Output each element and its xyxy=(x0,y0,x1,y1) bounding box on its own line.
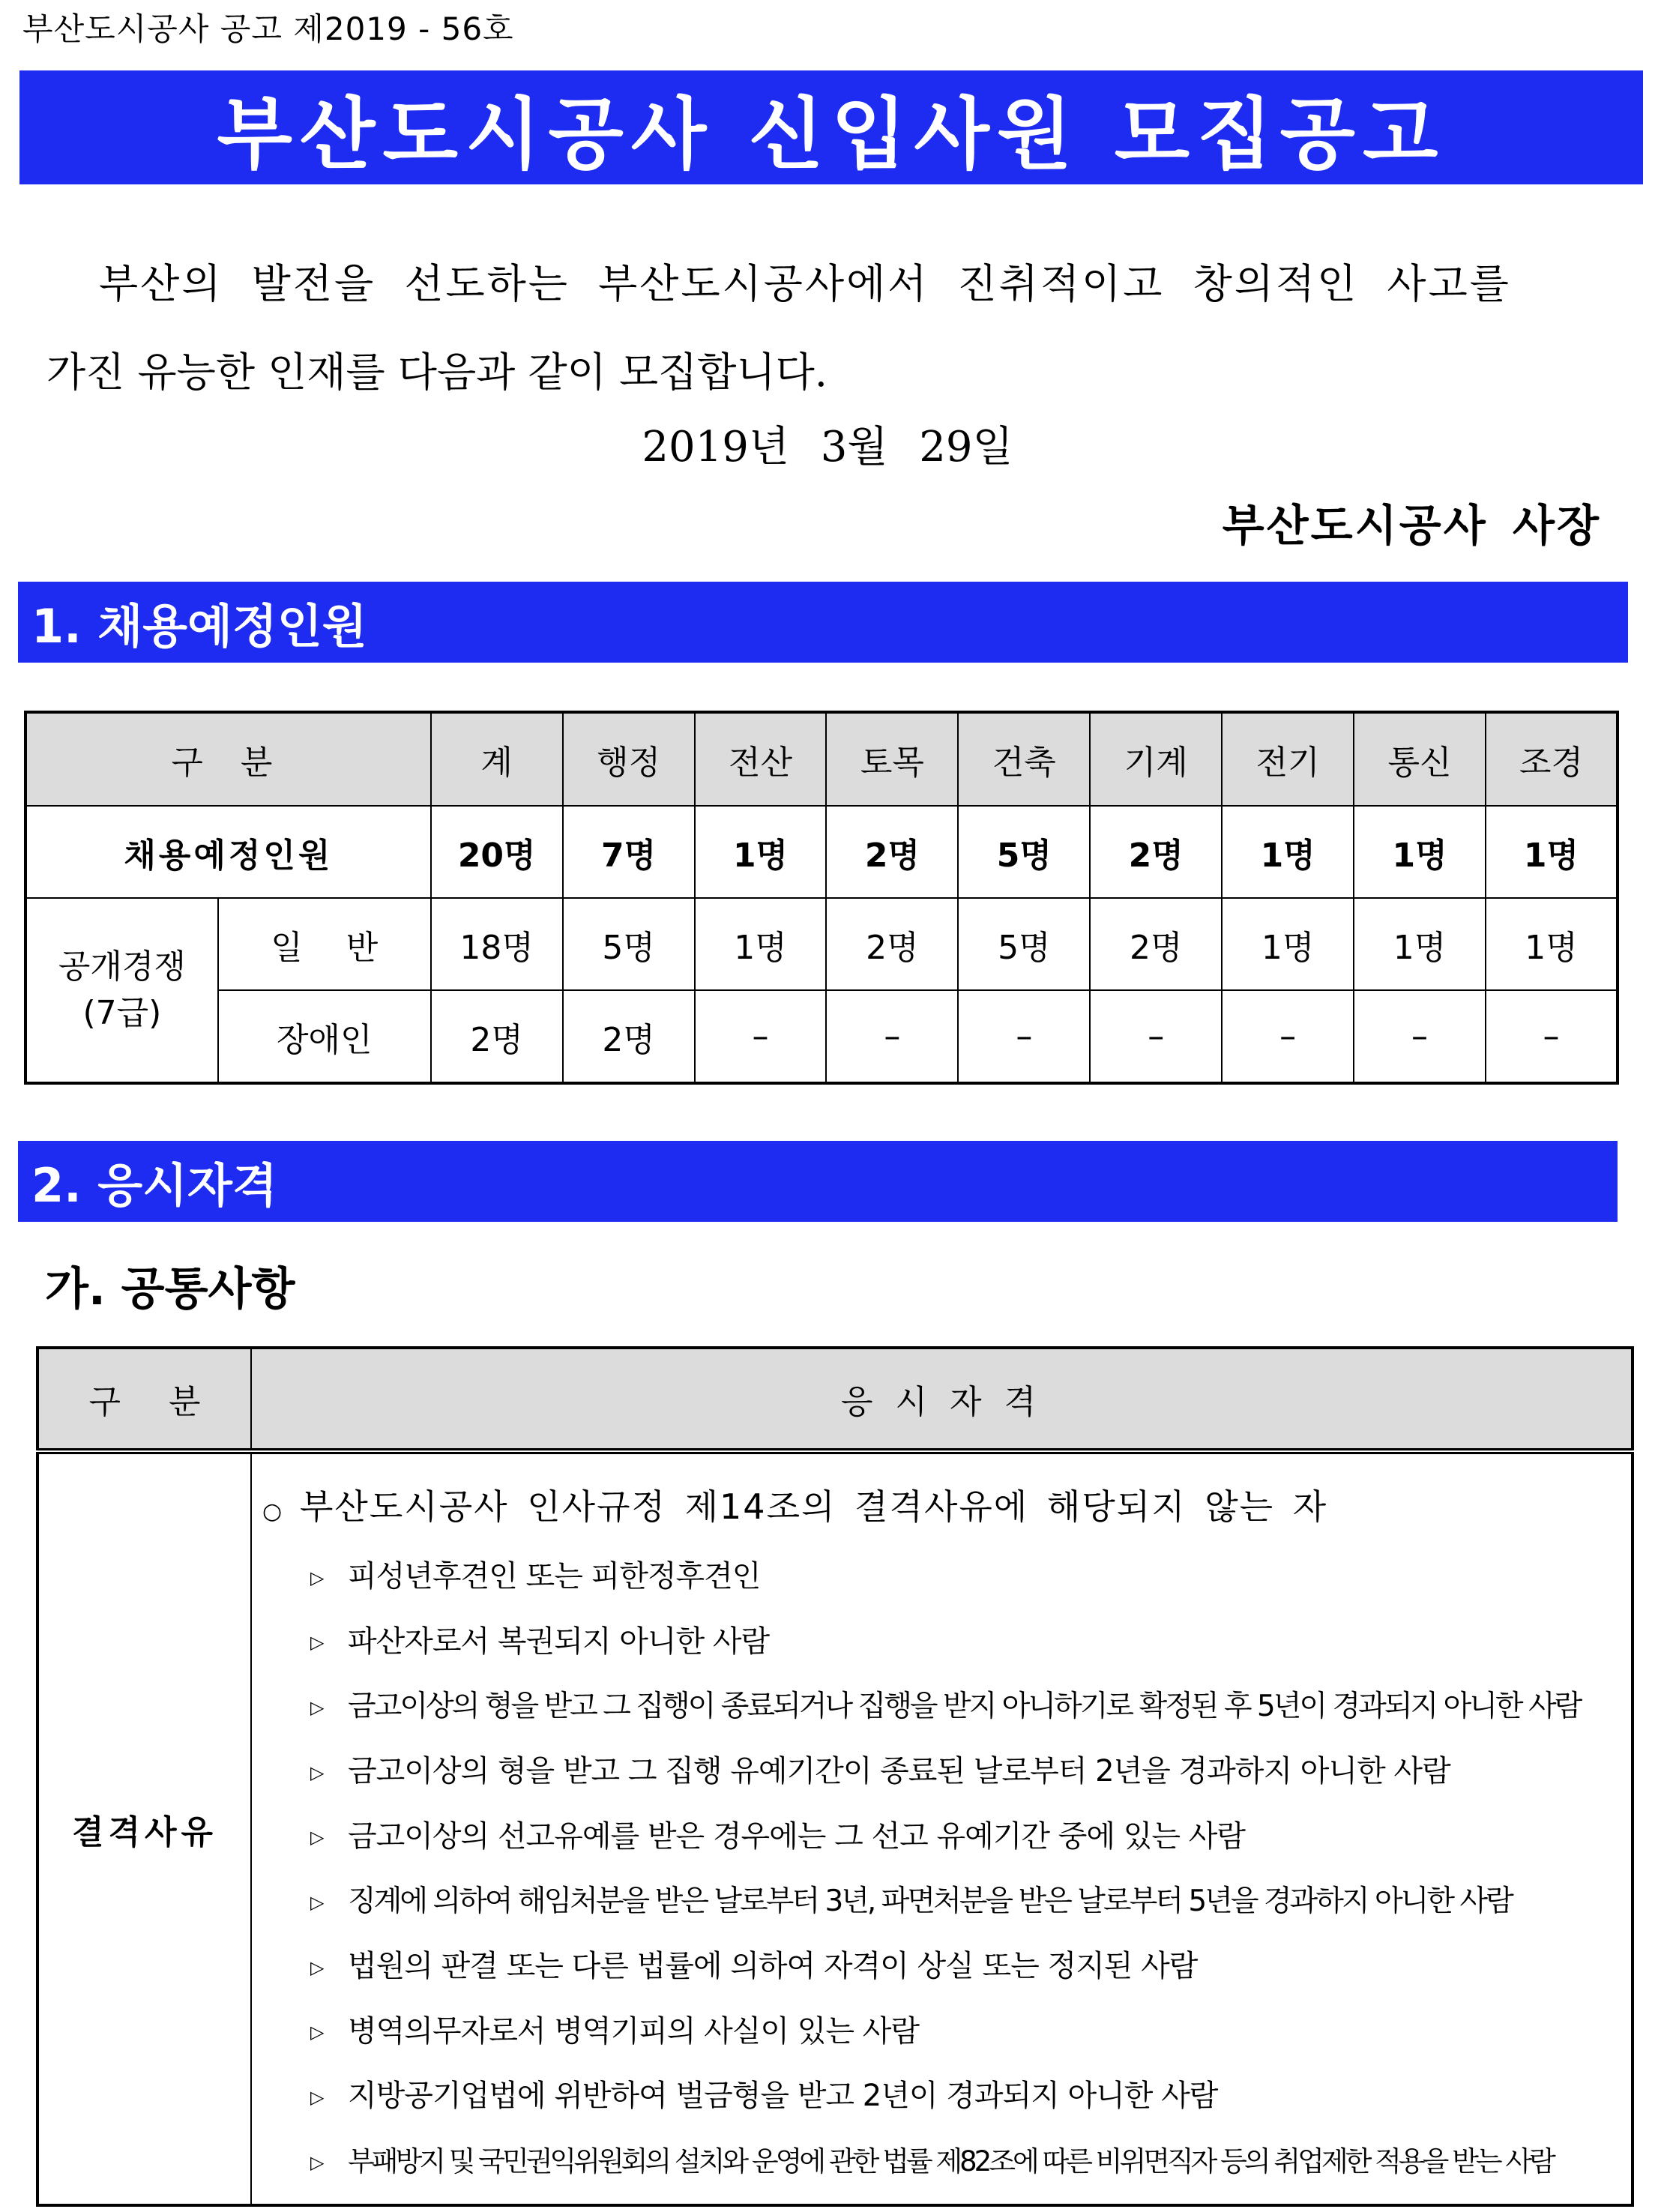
table-cell: 2명 xyxy=(1090,898,1222,990)
main-item xyxy=(252,1474,1631,1545)
header-cell: 구 분 xyxy=(37,1348,251,1451)
triangle-bullet-icon: ▷ xyxy=(310,1697,322,1718)
group-label: 공개경쟁 (7급) xyxy=(25,898,218,1083)
subsection-heading: 가. 공통사항 xyxy=(45,1263,295,1316)
table-cell: 7명 xyxy=(563,806,695,898)
table-cell: 1명 xyxy=(695,806,827,898)
table-cell: 1명 xyxy=(1354,806,1486,898)
table-cell: – xyxy=(695,990,827,1083)
table-cell: 2명 xyxy=(563,990,695,1083)
table-cell: 5명 xyxy=(563,898,695,990)
table-row xyxy=(25,990,1618,1083)
disqualification-list xyxy=(251,1451,1633,2205)
header-cell: 행정 xyxy=(563,712,695,806)
title-banner xyxy=(19,70,1643,184)
table-cell: 1명 xyxy=(1222,806,1354,898)
list-item xyxy=(252,1740,1631,1805)
triangle-bullet-icon: ▷ xyxy=(310,1762,324,1783)
list-item-text: 금고이상의 선고유예를 받은 경우에는 그 선고 유예기간 중에 있는 사람 xyxy=(348,1818,1245,1854)
list-item xyxy=(252,1675,1631,1740)
triangle-bullet-icon: ▷ xyxy=(310,1956,324,1978)
triangle-bullet-icon: ▷ xyxy=(310,1827,324,1848)
triangle-bullet-icon: ▷ xyxy=(310,1567,324,1588)
list-item xyxy=(252,1545,1631,1610)
list-item-text: 병역의무자로서 병역기피의 사실이 있는 사람 xyxy=(348,2013,920,2049)
list-item xyxy=(252,2130,1631,2195)
triangle-bullet-icon: ▷ xyxy=(310,1892,322,1913)
table-cell: – xyxy=(958,990,1090,1083)
list-item-text: 금고이상의 형을 받고 그 집행 유예기간이 종료된 날로부터 2년을 경과하지 아니한 사람 xyxy=(348,1754,1450,1788)
table-cell: 2명 xyxy=(826,898,958,990)
table-row xyxy=(25,806,1618,898)
bullet-circle-icon: ○ xyxy=(262,1498,284,1525)
table-cell: – xyxy=(1090,990,1222,1083)
table-cell: 2명 xyxy=(1090,806,1222,898)
list-item xyxy=(252,1805,1631,1870)
list-item xyxy=(252,1869,1631,1935)
row-label: 결격사유 xyxy=(37,1451,251,2205)
main-item-text: 부산도시공사 인사규정 제14조의 결격사유에 해당되지 않는 자 xyxy=(300,1486,1328,1527)
table-cell: 1명 xyxy=(695,898,827,990)
table-cell: 2명 xyxy=(431,990,563,1083)
issuer-signature: 부산도시공사 사장 xyxy=(1222,500,1601,551)
header-cell: 계 xyxy=(431,712,563,806)
table-header-row xyxy=(25,712,1618,806)
row-label: 채용예정인원 xyxy=(25,806,431,898)
intro-line-1: 부산의 발전을 선도하는 부산도시공사에서 진취적이고 창의적인 사고를 xyxy=(99,260,1511,307)
triangle-bullet-icon: ▷ xyxy=(310,2151,322,2173)
row-label: 장애인 xyxy=(218,990,431,1083)
page-title: 부산도시공사 신입사원 모집공고 xyxy=(217,88,1446,180)
list-item-text: 금고이상의 형을 받고 그 집행이 종료되거나 집행을 받지 아니하기로 확정된 후 5년이 경과되지 아니한 사람 xyxy=(348,1690,1581,1723)
list-item-text: 피성년후견인 또는 피한정후견인 xyxy=(348,1559,761,1594)
header-cell: 토목 xyxy=(826,712,958,806)
intro-paragraph xyxy=(46,240,1627,417)
notice-date: 2019년 3월 29일 xyxy=(642,423,1013,471)
triangle-bullet-icon: ▷ xyxy=(310,2022,324,2043)
header-cell: 건축 xyxy=(958,712,1090,806)
table-cell: – xyxy=(826,990,958,1083)
table-cell: 18명 xyxy=(431,898,563,990)
header-cell: 응 시 자 격 xyxy=(251,1348,1633,1451)
list-item-text: 징계에 의하여 해임처분을 받은 날로부터 3년, 파면처분을 받은 날로부터 5년을 경과하지 아니한 사람 xyxy=(348,1884,1512,1918)
notice-number: 부산도시공사 공고 제2019 - 56호 xyxy=(22,10,514,47)
table-cell: 1명 xyxy=(1354,898,1486,990)
section-1-banner xyxy=(18,582,1628,663)
section-1-title: 1. 채용예정인원 xyxy=(31,598,367,654)
table-row xyxy=(37,1451,1633,2205)
table-cell: 20명 xyxy=(431,806,563,898)
table-header-row xyxy=(37,1348,1633,1451)
table-cell: 2명 xyxy=(826,806,958,898)
table-cell: – xyxy=(1486,990,1618,1083)
table-cell: 5명 xyxy=(958,806,1090,898)
triangle-bullet-icon: ▷ xyxy=(310,1632,324,1653)
header-cell: 전산 xyxy=(695,712,827,806)
table-cell: – xyxy=(1222,990,1354,1083)
table-cell: – xyxy=(1354,990,1486,1083)
header-cell: 통신 xyxy=(1354,712,1486,806)
recruitment-count-table xyxy=(24,711,1619,1085)
table-row xyxy=(25,898,1618,990)
list-item-text: 지방공기업법에 위반하여 벌금형을 받고 2년이 경과되지 아니한 사람 xyxy=(348,2079,1218,2113)
section-2-title: 2. 응시자격 xyxy=(31,1157,277,1213)
list-item-text: 파산자로서 복권되지 아니한 사람 xyxy=(348,1624,770,1659)
header-cell: 구 분 xyxy=(25,712,431,806)
section-2-banner xyxy=(18,1141,1618,1222)
triangle-bullet-icon: ▷ xyxy=(310,2086,324,2108)
qualification-table xyxy=(36,1346,1634,2207)
list-item xyxy=(252,1610,1631,1675)
header-cell: 전기 xyxy=(1222,712,1354,806)
row-label: 일 반 xyxy=(218,898,431,990)
list-item-text: 부패방지 및 국민권익위원회의 설치와 운영에 관한 법률 제82조에 따른 비위면직자 등의 취업제한 적용을 받는 사람 xyxy=(348,2145,1553,2178)
list-item xyxy=(252,2000,1631,2065)
header-cell: 기계 xyxy=(1090,712,1222,806)
list-item-text: 법원의 판결 또는 다른 법률에 의하여 자격이 상실 또는 정지된 사람 xyxy=(348,1949,1198,1983)
list-item xyxy=(252,1935,1631,2000)
list-item xyxy=(252,2064,1631,2130)
table-cell: 1명 xyxy=(1222,898,1354,990)
table-cell: 1명 xyxy=(1486,898,1618,990)
table-cell: 5명 xyxy=(958,898,1090,990)
header-cell: 조경 xyxy=(1486,712,1618,806)
intro-line-2: 가진 유능한 인재를 다음과 같이 모집합니다. xyxy=(46,349,828,396)
table-cell: 1명 xyxy=(1486,806,1618,898)
